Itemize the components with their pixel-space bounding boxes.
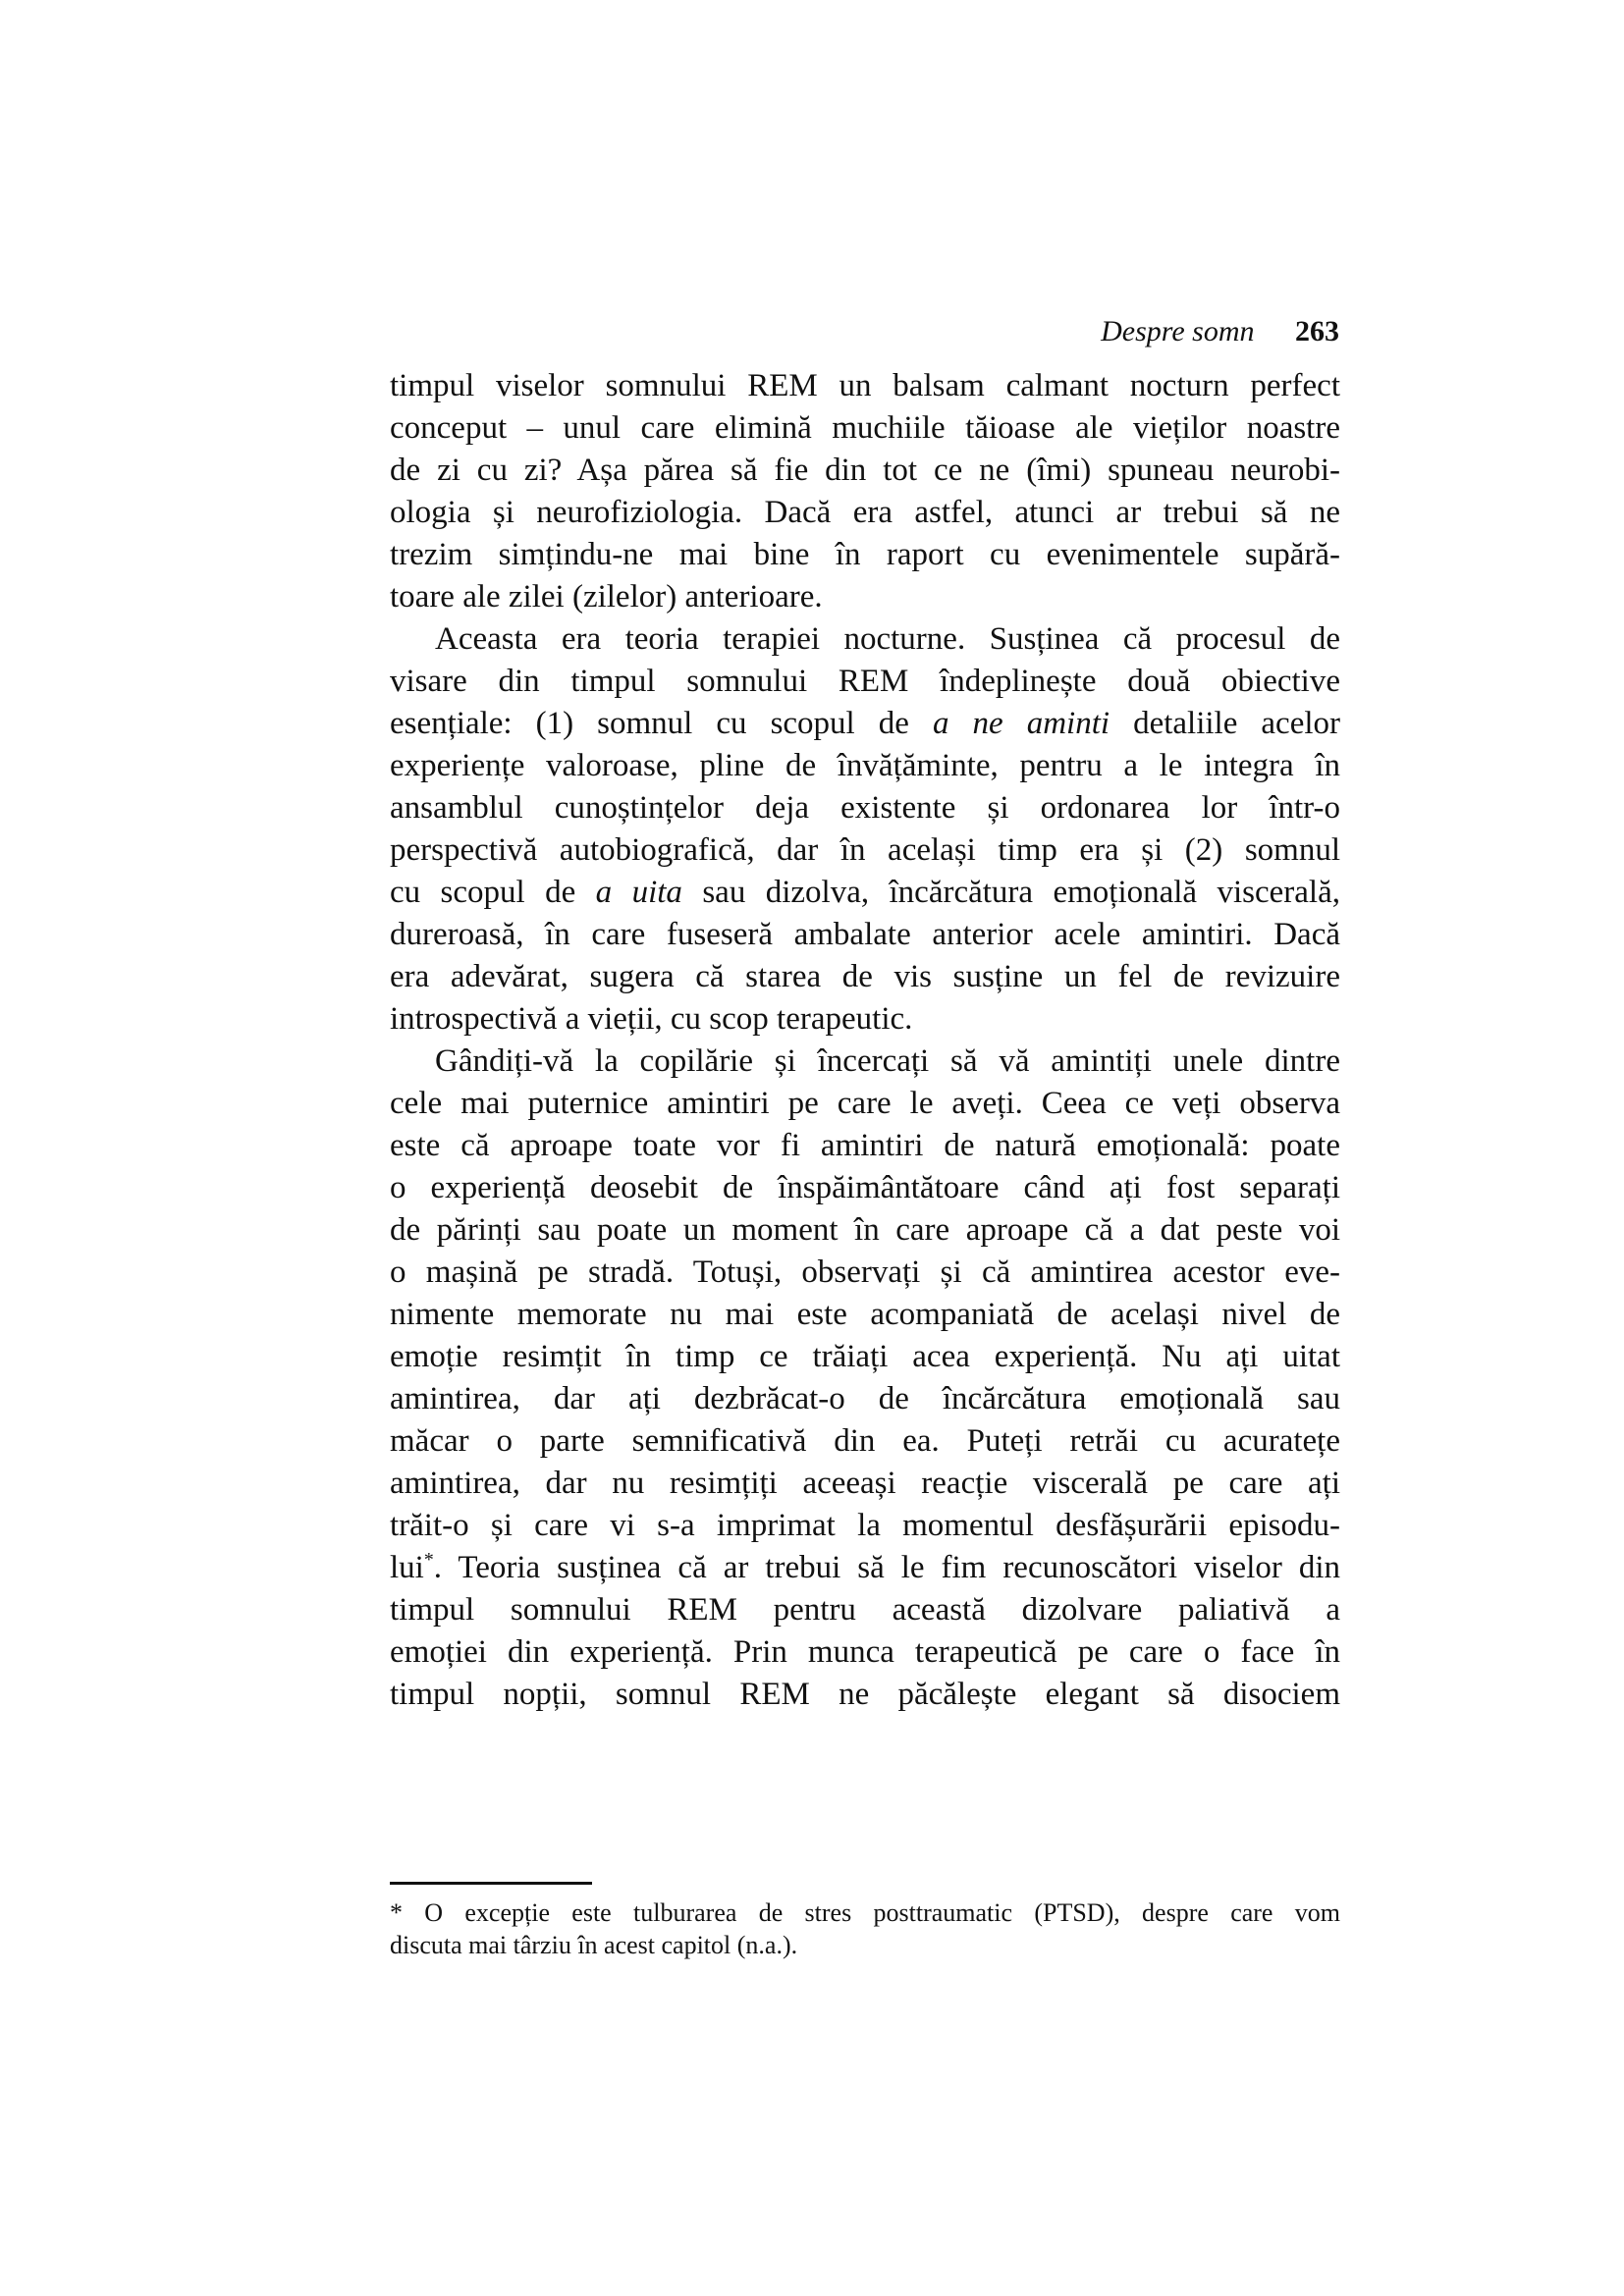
running-header <box>1101 312 1339 351</box>
text-line: visare din timpul somnului REM îndeplinește două obiective <box>390 664 1340 699</box>
text-line: o mașină pe stradă. Totuși, observați și că amintirea acestor eve- <box>390 1255 1340 1290</box>
text-line: emoție resimțit în timp ce trăiați acea experiență. Nu ați uitat <box>390 1339 1340 1374</box>
text-line: experiențe valoroase, pline de învățăminte, pentru a le integra în <box>390 748 1340 783</box>
text-line: Aceasta era teoria terapiei nocturne. Susținea că procesul de <box>435 621 1340 657</box>
text-line: conceput – unul care elimină muchiile tăioase ale vieților noastre <box>390 410 1340 446</box>
text-line: măcar o parte semnificativă din ea. Puteți retrăi cu acuratețe <box>390 1423 1340 1459</box>
footnote-line: discuta mai târziu în acest capitol (n.a.). <box>390 1931 798 1959</box>
text-line: Gândiți-vă la copilărie și încercați să vă amintiți unele dintre <box>435 1043 1340 1079</box>
text-line: de zi cu zi? Așa părea să fie din tot ce ne (îmi) spuneau neurobi- <box>390 453 1340 488</box>
text-line: cele mai puternice amintiri pe care le aveți. Ceea ce veți observa <box>390 1086 1340 1121</box>
footnote-line: * O excepție este tulburarea de stres posttraumatic (PTSD), despre care vom <box>390 1898 1340 1927</box>
footnote-separator <box>390 1882 592 1885</box>
paragraph <box>390 618 1340 1041</box>
footnotes <box>390 1896 1340 1961</box>
paragraph <box>390 1041 1340 1716</box>
text-line: era adevărat, sugera că starea de vis susține un fel de revizuire <box>390 959 1340 994</box>
text-line: trezim simțindu-ne mai bine în raport cu evenimentele supără- <box>390 537 1340 572</box>
text-line: nimente memorate nu mai este acompaniată de același nivel de <box>390 1297 1340 1332</box>
text-line: dureroasă, în care fuseseră ambalate anterior acele amintiri. Dacă <box>390 917 1340 952</box>
text-line: esențiale: (1) somnul cu scopul de a ne aminti detaliile acelor <box>390 706 1341 741</box>
footnote-marker[interactable]: * <box>423 1549 434 1572</box>
text-line: amintirea, dar ați dezbrăcat-o de încărcătura emoțională sau <box>390 1381 1340 1416</box>
text-line: timpul somnului REM pentru această dizolvare paliativă a <box>390 1592 1340 1628</box>
text-line: o experiență deosebit de înspăimântătoare când ați fost separați <box>390 1170 1340 1205</box>
text-line: ologia și neurofiziologia. Dacă era astfel, atunci ar trebui să ne <box>390 495 1340 530</box>
text-line: este că aproape toate vor fi amintiri de natură emoțională: poate <box>390 1128 1340 1163</box>
emphasis-text: a uita <box>595 875 682 910</box>
text-line: introspectivă a vieții, cu scop terapeutic. <box>390 1001 913 1037</box>
emphasis-text: a ne aminti <box>932 706 1110 741</box>
text-line: ansamblul cunoștințelor deja existente și ordonarea lor într-o <box>390 790 1340 826</box>
text-line: trăit-o și care vi s-a imprimat la momentul desfășurării episodu- <box>390 1508 1340 1543</box>
page-number: 263 <box>1295 315 1339 347</box>
paragraph <box>390 365 1340 618</box>
text-line: cu scopul de a uita sau dizolva, încărcătura emoțională viscerală, <box>390 875 1340 910</box>
text-line: timpul nopții, somnul REM ne păcălește elegant să disociem <box>390 1677 1340 1712</box>
text-line: timpul viselor somnului REM un balsam calmant nocturn perfect <box>390 368 1340 403</box>
running-title: Despre somn <box>1101 315 1255 347</box>
text-line: amintirea, dar nu resimțiți aceeași reacție viscerală pe care ați <box>390 1466 1340 1501</box>
footnote <box>390 1896 1340 1961</box>
text-line: toare ale zilei (zilelor) anterioare. <box>390 579 823 614</box>
text-line: perspectivă autobiografică, dar în același timp era și (2) somnul <box>390 832 1340 868</box>
text-line: lui*. Teoria susținea că ar trebui să le fim recunoscători viselor din <box>390 1549 1340 1585</box>
text-line: de părinți sau poate un moment în care aproape că a dat peste voi <box>390 1212 1340 1248</box>
body-text <box>390 365 1340 1716</box>
text-line: emoției din experiență. Prin munca terapeutică pe care o face în <box>390 1634 1340 1670</box>
